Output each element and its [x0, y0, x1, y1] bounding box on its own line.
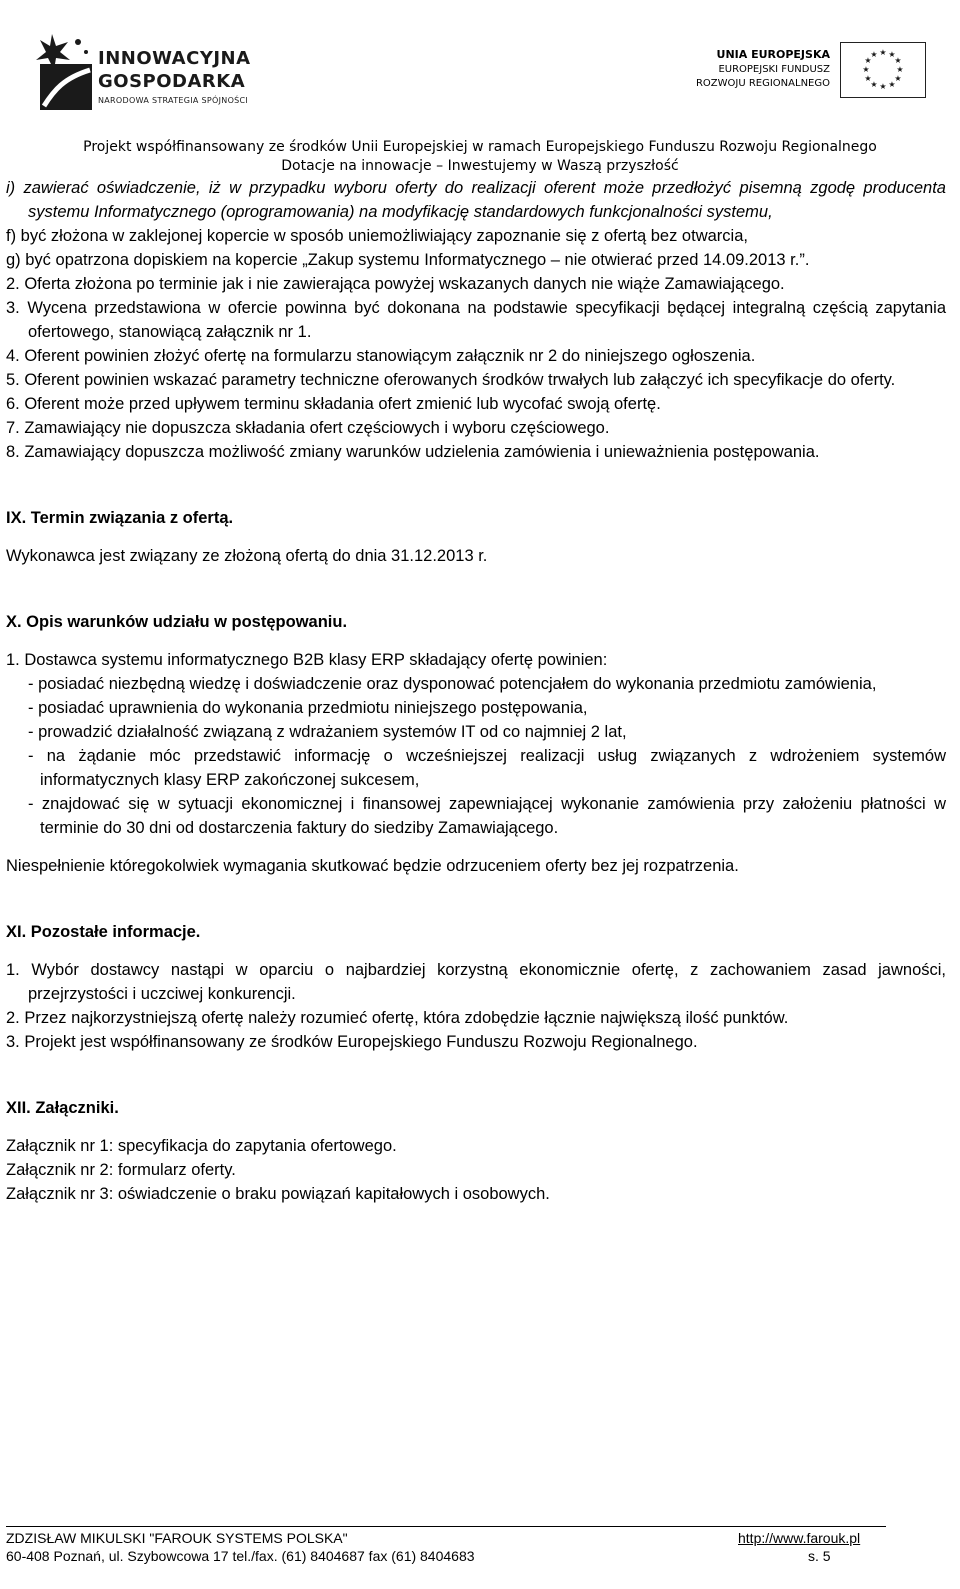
- eu-line-1: UNIA EUROPEJSKA: [716, 48, 830, 61]
- requirement-item: - na żądanie móc przedstawić informację o wcześniejszej realizacji usług związanych z wdrożeniem systemów informatycznych klasy ERP zakończonej sukcesem,: [28, 747, 946, 789]
- eu-line-2: EUROPEJSKI FUNDUSZ: [718, 64, 830, 75]
- section-xi-title: XI. Pozostałe informacje.: [6, 923, 201, 941]
- section-xii-title: XII. Załączniki.: [6, 1099, 119, 1117]
- svg-text:★: ★: [864, 74, 872, 83]
- eu-logo: [695, 42, 926, 98]
- svg-text:★: ★: [879, 82, 887, 91]
- point-7: 7. Zamawiający nie dopuszcza składania ofert częściowych i wyboru częściowego.: [6, 419, 610, 437]
- svg-text:★: ★: [894, 74, 902, 83]
- section-x-point-1: 1. Dostawca systemu informatycznego B2B klasy ERP składający ofertę powinien:: [6, 651, 608, 669]
- svg-text:★: ★: [894, 56, 902, 65]
- info-item: 3. Projekt jest współfinansowany ze środków Europejskiego Funduszu Rozwoju Regionalnego.: [6, 1033, 698, 1051]
- star-logo-icon: [34, 30, 94, 114]
- svg-text:★: ★: [864, 56, 872, 65]
- logo-line-1: INNOWACYJNA: [98, 48, 251, 69]
- point-5: 5. Oferent powinien wskazać parametry techniczne oferowanych środków trwałych lub załączyć ich specyfikacje do oferty.: [6, 371, 896, 389]
- requirement-item: - znajdować się w sytuacji ekonomicznej i finansowej zapewniającej wykonanie zamówienia przy założeniu płatności w terminie do 30 dni od dostarczenia faktury do siedziby Zamawiającego.: [28, 795, 946, 837]
- attachment-item: Załącznik nr 1: specyfikacja do zapytania ofertowego.: [6, 1137, 397, 1155]
- innowacyjna-gospodarka-logo: [34, 30, 274, 114]
- svg-text:★: ★: [879, 48, 887, 57]
- svg-text:★: ★: [888, 50, 896, 59]
- section-ix-text: Wykonawca jest związany ze złożoną ofertą do dnia 31.12.2013 r.: [6, 547, 488, 565]
- list-item-g: g) być opatrzona dopiskiem na kopercie „Zakup systemu Informatycznego – nie otwierać przed 14.09.2013 r.”.: [6, 251, 810, 269]
- document-body: [6, 176, 946, 1206]
- requirement-item: - posiadać niezbędną wiedzę i doświadczenie oraz dysponować potencjałem do wykonania przedmiotu zamówienia,: [28, 675, 877, 693]
- svg-text:★: ★: [870, 80, 878, 89]
- section-x-note: Niespełnienie któregokolwiek wymagania skutkować będzie odrzuceniem oferty bez jej rozpatrzenia.: [6, 857, 739, 875]
- logo-line-2: GOSPODARKA: [98, 71, 246, 92]
- info-item: 2. Przez najkorzystniejszą ofertę należy rozumieć ofertę, która zdobędzie łącznie największą ilość punktów.: [6, 1009, 789, 1027]
- project-slogan-line: Dotacje na innowacje – Inwestujemy w Waszą przyszłość: [281, 158, 679, 174]
- logo-line-3: NARODOWA STRATEGIA SPÓJNOŚCI: [98, 96, 249, 105]
- point-4: 4. Oferent powinien złożyć ofertę na formularzu stanowiącym załącznik nr 2 do niniejszego ogłoszenia.: [6, 347, 756, 365]
- requirement-item: - posiadać uprawnienia do wykonania przedmiotu niniejszego postępowania,: [28, 699, 588, 717]
- section-ix-title: IX. Termin związania z ofertą.: [6, 509, 234, 527]
- project-cofinancing-line: Projekt współfinansowany ze środków Unii Europejskiej w ramach Europejskiego Funduszu Rozwoju Regionalnego: [83, 139, 877, 155]
- section-x-title: X. Opis warunków udziału w postępowaniu.: [6, 613, 348, 631]
- requirement-item: - prowadzić działalność związaną z wdrażaniem systemów IT od co najmniej 2 lat,: [28, 723, 627, 741]
- eu-stars-icon: [841, 43, 925, 97]
- page-header: [0, 0, 960, 180]
- footer-address: 60-408 Poznań, ul. Szybowcowa 17 tel./fax. (61) 8404687 fax (61) 8404683: [6, 1548, 475, 1564]
- svg-text:★: ★: [888, 80, 896, 89]
- attachment-item: Załącznik nr 3: oświadczenie o braku powiązań kapitałowych i osobowych.: [6, 1185, 550, 1203]
- eu-line-3: ROZWOJU REGIONALNEGO: [695, 78, 830, 89]
- eu-flag-icon: [840, 42, 926, 98]
- list-item-f: f) być złożona w zaklejonej kopercie w sposób uniemożliwiający zapoznanie się z ofertą bez otwarcia,: [6, 227, 748, 245]
- point-8: 8. Zamawiający dopuszcza możliwość zmiany warunków udzielenia zamówienia i unieważnienia postępowania.: [6, 443, 820, 461]
- footer-divider: [6, 1526, 886, 1527]
- footer-website-link[interactable]: http://www.farouk.pl: [738, 1530, 861, 1546]
- point-6: 6. Oferent może przed upływem terminu składania ofert zmienić lub wycofać swoją ofertę.: [6, 395, 661, 413]
- svg-text:★: ★: [896, 65, 904, 74]
- point-2: 2. Oferta złożona po terminie jak i nie zawierająca powyżej wskazanych danych nie wiąże Zamawiającego.: [6, 275, 785, 293]
- page-number: s. 5: [808, 1548, 831, 1564]
- info-item: 1. Wybór dostawcy nastąpi w oparciu o najbardziej korzystną ekonomicznie ofertę, z zachowaniem zasad jawności, przejrzystości i uczciwej konkurencji.: [6, 961, 946, 1003]
- attachment-item: Załącznik nr 2: formularz oferty.: [6, 1161, 236, 1179]
- svg-text:★: ★: [862, 65, 870, 74]
- list-item-i: i) zawierać oświadczenie, iż w przypadku wyboru oferty do realizacji oferent może przedłożyć pisemną zgodę producenta systemu Informatycznego (oprogramowania) na modyfikację standardowych funkcjonalności systemu,: [6, 179, 946, 221]
- svg-text:★: ★: [870, 50, 878, 59]
- point-3: 3. Wycena przedstawiona w ofercie powinna być dokonana na podstawie specyfikacji będącej integralną częścią zapytania ofertowego, stanowiącą załącznik nr 1.: [6, 299, 946, 341]
- footer-company: ZDZISŁAW MIKULSKI "FAROUK SYSTEMS POLSKA": [6, 1530, 348, 1546]
